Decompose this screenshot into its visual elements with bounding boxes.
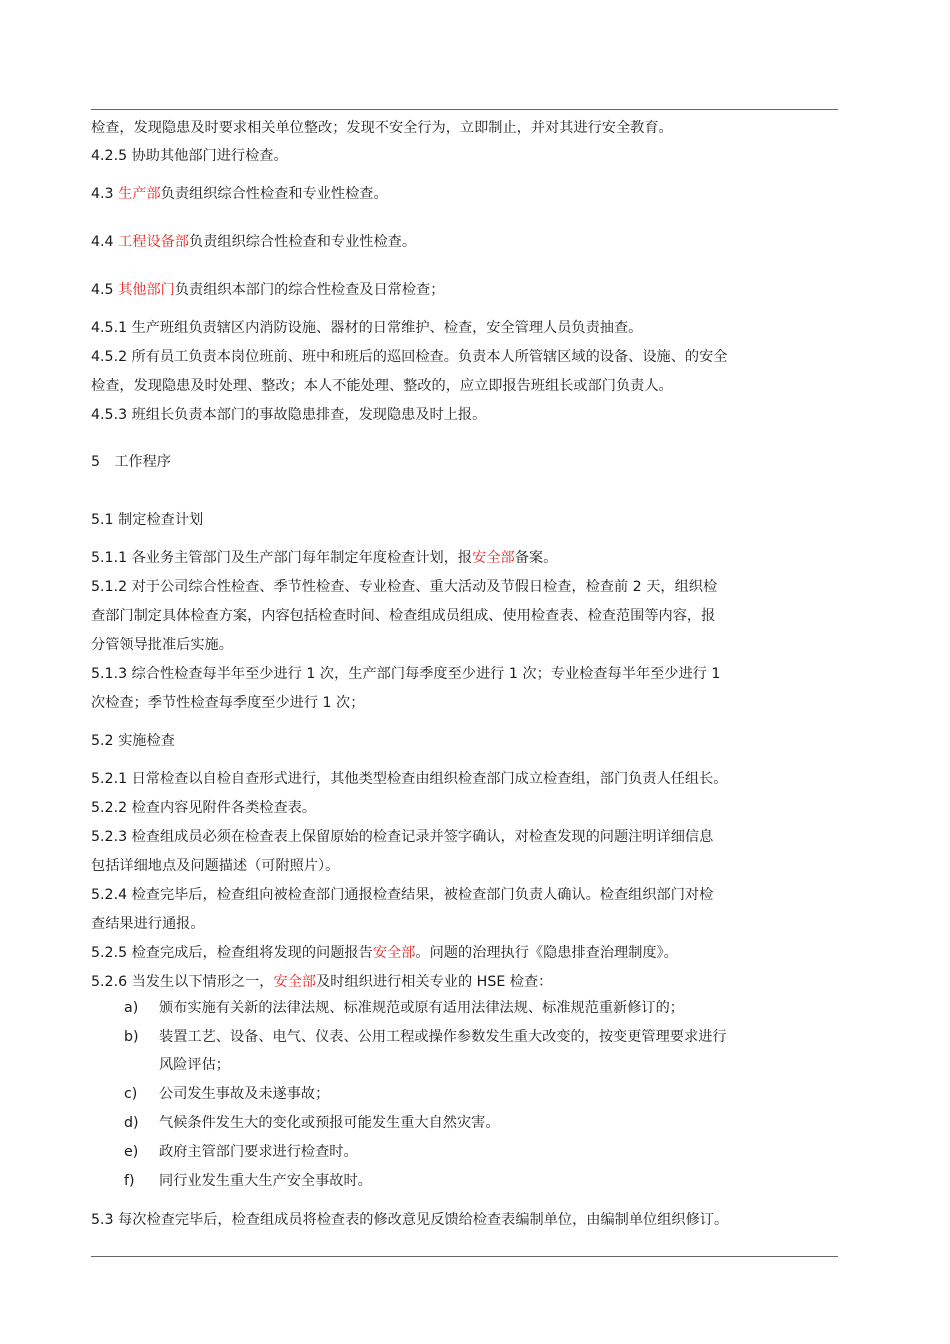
item-5-1-3-line-2: 次检查；季节性检查每季度至少进行 1 次； (91, 695, 365, 711)
department-production: 生产部 (118, 186, 161, 202)
list-marker: f) (124, 1173, 135, 1189)
item-5-2-5 (91, 943, 841, 963)
item-5-2-3-line-1: 5.2.3 检查组成员必须在检查表上保留原始的检查记录并签字确认，对检查发现的问题注明详细信息 (91, 829, 714, 845)
section-5-3: 5.3 每次检查完毕后，检查组成员将检查表的修改意见反馈给检查表编制单位，由编制单位组织修订。 (91, 1212, 729, 1228)
item-text: 5.2.6 当发生以下情形之一， (91, 974, 274, 990)
section-5-1-title: 5.1 制定检查计划 (91, 512, 204, 528)
department-safety: 安全部 (472, 550, 515, 566)
item-4-5-2-line-1: 4.5.2 所有员工负责本岗位班前、班中和班后的巡回检查。负责本人所管辖区域的设备、设施、的安全 (91, 349, 728, 365)
item-5-1-3-line-1: 5.1.3 综合性检查每半年至少进行 1 次，生产部门每季度至少进行 1 次；专业检查每半年至少进行 1 (91, 666, 721, 682)
item-text: 备案。 (514, 550, 558, 566)
list-item-text: 风险评估； (159, 1057, 230, 1073)
item-5-2-2: 5.2.2 检查内容见附件各类检查表。 (91, 800, 317, 816)
list-item-text: 气候条件发生大的变化或预报可能发生重大自然灾害。 (159, 1115, 500, 1131)
section-4-5 (91, 280, 841, 300)
item-text: 。问题的治理执行《隐患排查治理制度》。 (415, 945, 678, 961)
item-5-1-2-line-3: 分管领导批准后实施。 (91, 637, 233, 653)
section-4-4 (91, 232, 841, 252)
list-marker: a) (124, 1000, 139, 1016)
section-number: 4.3 (91, 186, 119, 202)
section-text: 负责组织综合性检查和专业性检查。 (160, 186, 388, 202)
department-safety: 安全部 (273, 974, 317, 990)
list-item-text: 同行业发生重大生产安全事故时。 (159, 1173, 372, 1189)
section-text: 负责组织本部门的综合性检查及日常检查； (174, 282, 445, 298)
section-number: 4.5 (91, 282, 119, 298)
paragraph-4-2-continuation: 检查，发现隐患及时要求相关单位整改；发现不安全行为，立即制止，并对其进行安全教育。 (91, 120, 673, 136)
list-marker: b) (124, 1029, 139, 1045)
item-text: 5.1.1 各业务主管部门及生产部门每年制定年度检查计划，报 (91, 550, 473, 566)
list-item-text: 政府主管部门要求进行检查时。 (159, 1144, 358, 1160)
section-5-2-title: 5.2 实施检查 (91, 733, 175, 749)
header-rule (91, 109, 838, 110)
item-5-2-4-line-2: 查结果进行通报。 (91, 916, 205, 932)
item-5-2-1: 5.2.1 日常检查以自检自查形式进行，其他类型检查由组织检查部门成立检查组，部门负责人任组长。 (91, 771, 728, 787)
department-safety: 安全部 (372, 945, 416, 961)
item-5-1-2-line-2: 查部门制定具体检查方案，内容包括检查时间、检查组成员组成、使用检查表、检查范围等内容，报 (91, 608, 716, 624)
section-number: 4.4 (91, 234, 119, 250)
list-item-text: 装置工艺、设备、电气、仪表、公用工程或操作参数发生重大改变的，按变更管理要求进行 (159, 1029, 727, 1045)
item-4-5-3: 4.5.3 班组长负责本部门的事故隐患排查，发现隐患及时上报。 (91, 407, 487, 423)
list-item-text: 颁布实施有关新的法律法规、标准规范或原有适用法律法规、标准规范重新修订的； (159, 1000, 684, 1016)
list-marker: c) (124, 1086, 138, 1102)
list-item-text: 公司发生事故及未遂事故； (159, 1086, 330, 1102)
item-4-5-2-line-2: 检查，发现隐患及时处理、整改；本人不能处理、整改的，应立即报告班组长或部门负责人。 (91, 378, 673, 394)
item-5-2-3-line-2: 包括详细地点及问题描述（可附照片）。 (91, 858, 340, 874)
item-4-2-5: 4.2.5 协助其他部门进行检查。 (91, 148, 288, 164)
section-4-3 (91, 184, 841, 204)
list-marker: d) (124, 1115, 139, 1131)
department-engineering: 工程设备部 (118, 234, 190, 250)
item-4-5-1: 4.5.1 生产班组负责辖区内消防设施、器材的日常维护、检查，安全管理人员负责抽查。 (91, 320, 643, 336)
item-text: 5.2.5 检查完成后，检查组将发现的问题报告 (91, 945, 373, 961)
list-marker: e) (124, 1144, 139, 1160)
section-5-title: 5 工作程序 (91, 454, 171, 470)
section-text: 负责组织综合性检查和专业性检查。 (189, 234, 417, 250)
item-5-2-6 (91, 972, 841, 992)
item-5-2-4-line-1: 5.2.4 检查完毕后，检查组向被检查部门通报检查结果，被检查部门负责人确认。检查组织部门对检 (91, 887, 714, 903)
item-5-1-2-line-1: 5.1.2 对于公司综合性检查、季节性检查、专业检查、重大活动及节假日检查，检查前 2 天，组织检 (91, 579, 718, 595)
item-text: 及时组织进行相关专业的 HSE 检查： (316, 974, 553, 990)
footer-rule (91, 1256, 838, 1257)
item-5-1-1 (91, 548, 841, 568)
department-other: 其他部门 (118, 282, 175, 298)
